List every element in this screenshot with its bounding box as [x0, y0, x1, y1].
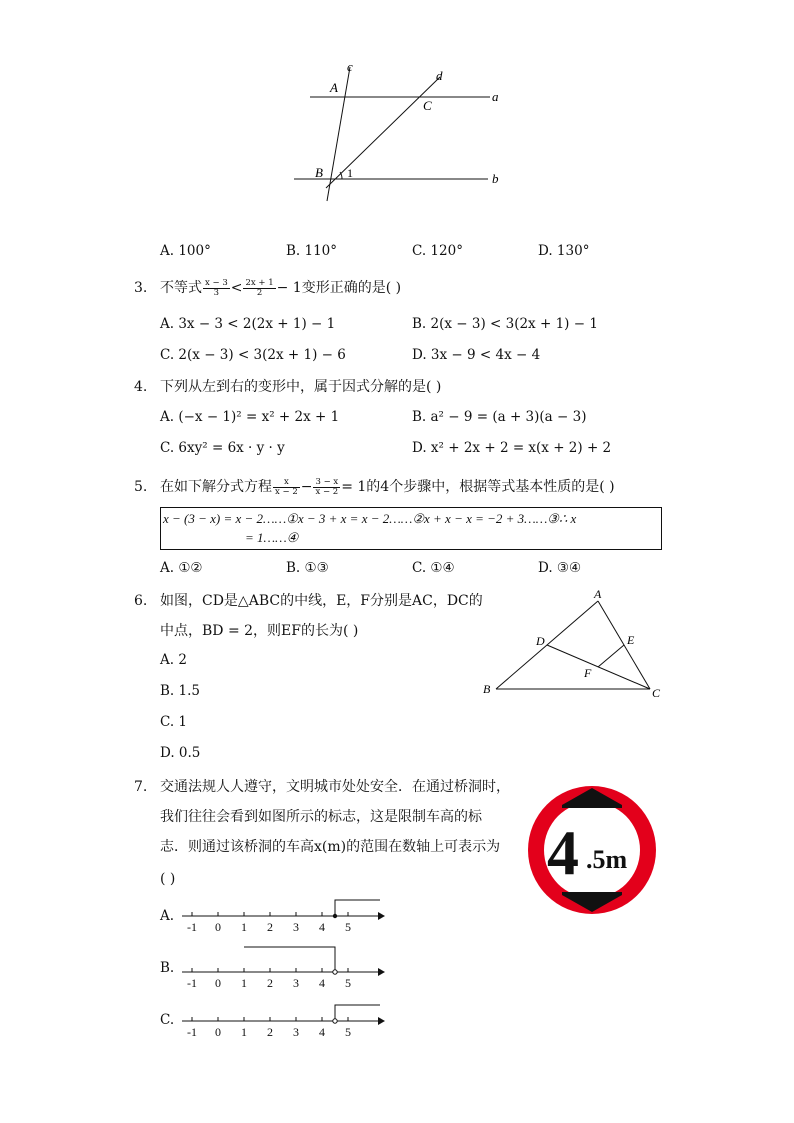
axis-tick-label: 0 — [215, 976, 221, 990]
axis-tick-label: -1 — [187, 976, 197, 990]
q7-stem-line-3: 志．则通过该桥洞的车高x(m)的范围在数轴上可表示为 — [160, 839, 501, 855]
angle-label-1: 1 — [347, 166, 353, 180]
q3-frac1-num: x − 3 — [205, 277, 228, 288]
q5-option-c[interactable]: C. ①④ — [412, 560, 455, 576]
q3-fraction-1 — [203, 279, 230, 298]
q5-option-d[interactable]: D. ③④ — [538, 560, 582, 576]
q6-stem-line-2: 中点，BD = 2，则EF的长为( ) — [160, 623, 359, 639]
q5-frac1-den: x − 2 — [275, 486, 298, 497]
q4-option-c[interactable]: C. 6xy² = 6x · y · y — [160, 440, 285, 456]
triangle-figure — [478, 585, 668, 705]
q6-option-a[interactable]: A. 2 — [160, 652, 187, 668]
point-label-A: A — [330, 80, 338, 95]
axis-tick-label: 4 — [319, 920, 325, 934]
axis-tick-label: -1 — [187, 1025, 197, 1039]
closed-endpoint — [333, 914, 337, 918]
open-endpoint — [333, 1019, 337, 1023]
axis-tick-label: 0 — [215, 920, 221, 934]
line-label-d: d — [436, 68, 443, 83]
point-label-C: C — [423, 98, 432, 113]
q4-stem: 下列从左到右的变形中，属于因式分解的是( ) — [160, 379, 442, 395]
parallel-lines-figure — [280, 55, 520, 210]
q7-stem-line-2: 我们往往会看到如图所示的标志，这是限制车高的标 — [160, 809, 482, 825]
q6-number: 6. — [134, 593, 148, 609]
axis-tick-label: 2 — [267, 920, 273, 934]
q3-stem — [160, 277, 401, 299]
q5-steps-line-1: x − (3 − x) = x − 2……①x − 3 + x = x − 2……②x + x − x = −2 + 3……③∴ x — [163, 511, 577, 526]
sign-digit: 4 — [547, 817, 579, 888]
q6-option-c[interactable]: C. 1 — [160, 714, 188, 730]
q3-option-d[interactable]: D. 3x − 9 < 4x − 4 — [412, 347, 541, 363]
q3-number: 3. — [134, 280, 148, 296]
q2-option-a[interactable]: A. 100° — [160, 243, 211, 259]
q5-option-a[interactable]: A. ①② — [160, 560, 203, 576]
open-endpoint — [333, 970, 337, 974]
axis-tick-label: 5 — [345, 976, 351, 990]
axis-tick-label: 2 — [267, 976, 273, 990]
axis-tick-label: 1 — [241, 976, 247, 990]
axis-tick-label: 2 — [267, 1025, 273, 1039]
line-label-c: c — [347, 59, 353, 74]
q7-option-b-letter[interactable]: B. — [160, 960, 175, 976]
q5-option-b[interactable]: B. ①③ — [286, 560, 329, 576]
q5-steps-line-2: = 1……④ — [245, 530, 299, 545]
q4-option-a[interactable]: A. (−x − 1)² = x² + 2x + 1 — [160, 409, 340, 425]
axis-tick-label: 0 — [215, 1025, 221, 1039]
q5-steps-box — [160, 507, 662, 550]
triangle-label-A: A — [594, 587, 602, 601]
q3-frac2-den: 2 — [256, 287, 263, 298]
q3-suffix: − 1变形正确的是( ) — [276, 280, 402, 296]
triangle-label-D: D — [536, 634, 545, 648]
range-bracket — [244, 947, 335, 972]
q7-stem-line-1: 交通法规人人遵守，文明城市处处安全．在通过桥洞时， — [160, 779, 510, 795]
sign-unit: .5m — [586, 845, 628, 874]
q5-fraction-1 — [273, 478, 300, 497]
q3-option-c[interactable]: C. 2(x − 3) < 3(2x + 1) − 6 — [160, 347, 346, 363]
q3-less-than: < — [230, 280, 243, 296]
axis-tick-label: 3 — [293, 1025, 299, 1039]
point-label-B: B — [315, 165, 323, 180]
axis-tick-label: 5 — [345, 920, 351, 934]
q2-option-d[interactable]: D. 130° — [538, 243, 590, 259]
axis-tick-label: 1 — [241, 1025, 247, 1039]
q5-prefix: 在如下解分式方程 — [160, 479, 272, 495]
q6-stem-line-1: 如图，CD是△ABC的中线，E，F分别是AC，DC的 — [160, 593, 483, 609]
q4-number: 4. — [134, 379, 148, 395]
q7-option-a-letter[interactable]: A. — [160, 908, 175, 924]
range-bracket — [335, 1005, 380, 1021]
triangle-label-E: E — [627, 633, 635, 647]
axis-tick-label: 3 — [293, 920, 299, 934]
range-bracket — [335, 900, 380, 916]
q3-frac1-den: 3 — [213, 287, 220, 298]
q6-option-d[interactable]: D. 0.5 — [160, 745, 201, 761]
axis-tick-label: -1 — [187, 920, 197, 934]
line-label-a: a — [492, 89, 499, 104]
axis-tick-label: 1 — [241, 920, 247, 934]
q7-stem-line-4: ( ) — [160, 871, 176, 887]
axis-tick-label: 5 — [345, 1025, 351, 1039]
triangle-label-F: F — [584, 666, 592, 680]
q7-number-line-a[interactable] — [180, 898, 390, 936]
q5-stem — [160, 476, 615, 498]
q5-minus: − — [300, 479, 313, 495]
axis-tick-label: 4 — [319, 976, 325, 990]
line-label-b: b — [492, 171, 499, 186]
q5-frac2-num: 3 − x — [315, 476, 339, 487]
q4-option-b[interactable]: B. a² − 9 = (a + 3)(a − 3) — [412, 409, 587, 425]
q7-number: 7. — [134, 779, 148, 795]
q7-number-line-c[interactable] — [180, 1000, 390, 1040]
axis-tick-label: 3 — [293, 976, 299, 990]
q3-prefix: 不等式 — [160, 280, 202, 296]
triangle-label-B: B — [483, 682, 491, 696]
q3-fraction-2 — [243, 279, 275, 298]
q7-option-c-letter[interactable]: C. — [160, 1012, 175, 1028]
q3-option-b[interactable]: B. 2(x − 3) < 3(2x + 1) − 1 — [412, 316, 598, 332]
axis-tick-label: 4 — [319, 1025, 325, 1039]
q5-suffix: = 1的4个步骤中，根据等式基本性质的是( ) — [341, 479, 615, 495]
q5-fraction-2 — [313, 478, 340, 497]
q5-frac1-num: x — [273, 478, 300, 488]
q3-frac2-num: 2x + 1 — [245, 277, 274, 288]
triangle-label-C: C — [652, 686, 661, 700]
q6-option-b[interactable]: B. 1.5 — [160, 683, 200, 699]
q2-option-c[interactable]: C. 120° — [412, 243, 463, 259]
height-limit-sign — [526, 784, 660, 916]
q5-number: 5. — [134, 479, 148, 495]
q3-option-a[interactable]: A. 3x − 3 < 2(2x + 1) − 1 — [160, 316, 336, 332]
q7-number-line-b[interactable] — [180, 942, 390, 990]
q4-option-d[interactable]: D. x² + 2x + 2 = x(x + 2) + 2 — [412, 440, 612, 456]
q2-option-b[interactable]: B. 110° — [286, 243, 338, 259]
q5-frac2-den: x − 2 — [315, 486, 339, 497]
